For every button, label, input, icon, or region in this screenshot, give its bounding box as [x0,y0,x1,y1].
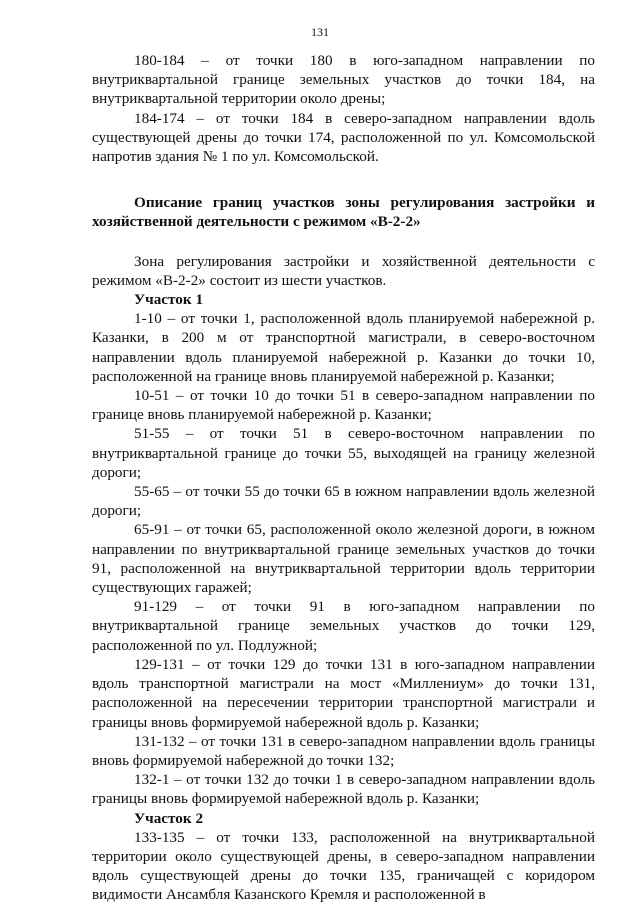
document-body [92,51,595,905]
paragraph: 51-55 – от точки 51 в северо-восточном направлении по внутриквартальной границе до точки 55, выходящей на границу железной дороги; [92,425,595,481]
subsection-title-2: Участок 2 [134,809,204,827]
paragraph: 131-132 – от точки 131 в северо-западном направлении вдоль границы вновь формируемой набережной до точки 132; [92,732,595,769]
paragraph: 10-51 – от точки 10 до точки 51 в северо-западном направлении по границе вновь планируемой набережной р. Казанки; [92,387,595,424]
paragraph: 132-1 – от точки 132 до точки 1 в северо-западном направлении вдоль границы вновь формируемой набережной вдоль р. Казанки; [92,771,595,808]
paragraph: 184-174 – от точки 184 в северо-западном направлении вдоль существующей дрены до точки 174, расположенной по ул. Комсомольской напротив здания № 1 по ул. Комсомольской. [92,109,595,166]
paragraph: 55-65 – от точки 55 до точки 65 в южном направлении вдоль железной дороги; [92,483,595,520]
subsection-title-1: Участок 1 [134,291,204,309]
paragraph: 180-184 – от точки 180 в юго-западном направлении по внутриквартальной границе земельных участков до точки 184, на внутриквартальной территории около дрены; [92,52,595,108]
section-heading: Описание границ участков зоны регулирования застройки и хозяйственной деятельности с режимом «В-2-2» [92,194,595,231]
intro-paragraph: Зона регулирования застройки и хозяйственной деятельности с режимом «В-2-2» состоит из шести участков. [92,252,595,289]
page-number: 131 [311,25,329,39]
paragraph: 1-10 – от точки 1, расположенной вдоль планируемой набережной р. Казанки, в 200 м от транспортной магистрали, в северо-восточном направлении вдоль планируемой набережной р. Казанки до точки 10, расположенной на границе вновь планируемой набережной р. Казанки; [92,310,595,385]
paragraph: 129-131 – от точки 129 до точки 131 в юго-западном направлении вдоль транспортной магистрали на мост «Миллениум» до точки 131, расположенной на пересечении территории транспортной магистрали и границы вновь формируемой набережной вдоль р. Казанки; [92,655,595,731]
paragraph: 65-91 – от точки 65, расположенной около железной дороги, в южном направлении по внутриквартальной границе земельных участков до точки 91, расположенной на внутриквартальной территории вдоль территории существующих гаражей; [92,521,595,597]
paragraph: 133-135 – от точки 133, расположенной на внутриквартальной территории около существующей дрены, в северо-западном направлении вдоль существующей дрены до точки 135, граничащей с коридором видимости Ансамбля Казанского Кремля и расположенной в [92,828,595,904]
paragraph: 91-129 – от точки 91 в юго-западном направлении по внутриквартальной границе земельных участков до точки 129, расположенной по ул. Подлужной; [92,598,595,654]
